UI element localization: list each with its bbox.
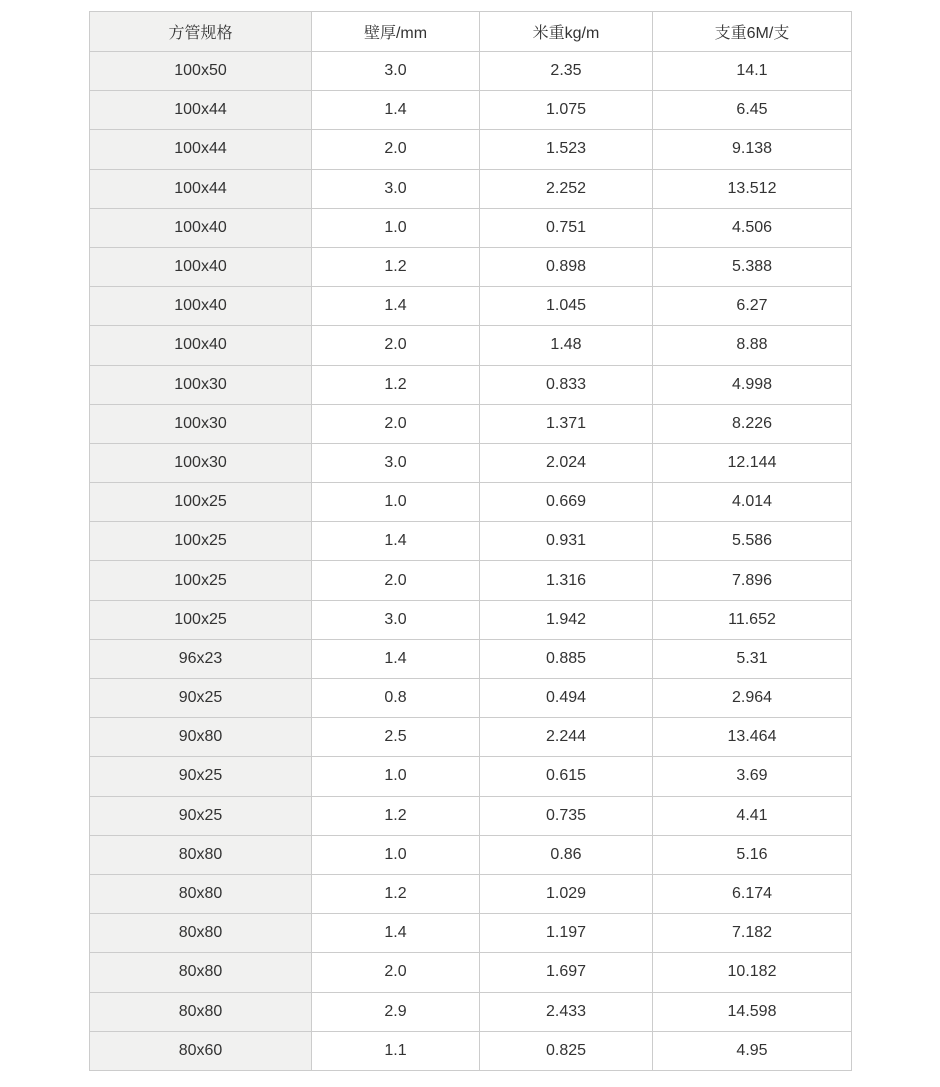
- wall-thickness-cell: 3.0: [312, 169, 480, 208]
- piece-weight-cell: 6.27: [653, 287, 852, 326]
- piece-weight-cell: 5.31: [653, 639, 852, 678]
- wall-thickness-cell: 2.0: [312, 561, 480, 600]
- wall-thickness-cell: 1.2: [312, 247, 480, 286]
- table-header-row: [90, 12, 852, 52]
- spec-cell: 100x25: [90, 561, 312, 600]
- table-row: [90, 600, 852, 639]
- spec-cell: 100x40: [90, 247, 312, 286]
- table-row: [90, 483, 852, 522]
- table-row: [90, 208, 852, 247]
- piece-weight-cell: 7.182: [653, 914, 852, 953]
- piece-weight-cell: 4.014: [653, 483, 852, 522]
- piece-weight-cell: 9.138: [653, 130, 852, 169]
- wall-thickness-cell: 1.0: [312, 835, 480, 874]
- table-row: [90, 914, 852, 953]
- piece-weight-cell: 5.586: [653, 522, 852, 561]
- meter-weight-cell: 1.942: [480, 600, 653, 639]
- wall-thickness-cell: 2.0: [312, 326, 480, 365]
- spec-cell: 80x80: [90, 835, 312, 874]
- table-row: [90, 796, 852, 835]
- piece-weight-cell: 5.388: [653, 247, 852, 286]
- table-row: [90, 522, 852, 561]
- wall-thickness-cell: 2.9: [312, 992, 480, 1031]
- piece-weight-cell: 4.998: [653, 365, 852, 404]
- spec-cell: 100x44: [90, 130, 312, 169]
- piece-weight-cell: 14.1: [653, 52, 852, 91]
- meter-weight-cell: 1.523: [480, 130, 653, 169]
- meter-weight-cell: 0.825: [480, 1031, 653, 1070]
- meter-weight-cell: 1.075: [480, 91, 653, 130]
- spec-cell: 90x25: [90, 757, 312, 796]
- meter-weight-cell: 0.494: [480, 679, 653, 718]
- table-row: [90, 953, 852, 992]
- table-row: [90, 12, 852, 52]
- piece-weight-cell: 4.506: [653, 208, 852, 247]
- meter-weight-cell: 2.35: [480, 52, 653, 91]
- table-body: [90, 52, 852, 1071]
- spec-cell: 80x80: [90, 992, 312, 1031]
- piece-weight-cell: 3.69: [653, 757, 852, 796]
- piece-weight-cell: 5.16: [653, 835, 852, 874]
- piece-weight-cell: 13.512: [653, 169, 852, 208]
- spec-table-container: [89, 11, 851, 1071]
- wall-thickness-cell: 2.0: [312, 130, 480, 169]
- wall-thickness-cell: 1.0: [312, 483, 480, 522]
- wall-thickness-cell: 1.0: [312, 757, 480, 796]
- table-row: [90, 365, 852, 404]
- meter-weight-cell: 2.244: [480, 718, 653, 757]
- wall-thickness-cell: 3.0: [312, 600, 480, 639]
- table-row: [90, 247, 852, 286]
- table-row: [90, 718, 852, 757]
- meter-weight-cell: 1.697: [480, 953, 653, 992]
- wall-thickness-cell: 2.0: [312, 953, 480, 992]
- meter-weight-cell: 0.885: [480, 639, 653, 678]
- piece-weight-cell: 4.41: [653, 796, 852, 835]
- meter-weight-cell: 0.735: [480, 796, 653, 835]
- piece-weight-cell: 6.45: [653, 91, 852, 130]
- piece-weight-cell: 8.88: [653, 326, 852, 365]
- meter-weight-cell: 0.615: [480, 757, 653, 796]
- piece-weight-cell: 4.95: [653, 1031, 852, 1070]
- spec-cell: 100x44: [90, 91, 312, 130]
- meter-weight-cell: 0.86: [480, 835, 653, 874]
- wall-thickness-cell: 1.2: [312, 796, 480, 835]
- table-row: [90, 91, 852, 130]
- meter-weight-cell: 0.669: [480, 483, 653, 522]
- meter-weight-cell: 1.316: [480, 561, 653, 600]
- wall-thickness-cell: 1.4: [312, 639, 480, 678]
- spec-cell: 100x25: [90, 600, 312, 639]
- spec-cell: 80x80: [90, 874, 312, 913]
- table-row: [90, 757, 852, 796]
- table-row: [90, 52, 852, 91]
- wall-thickness-cell: 1.1: [312, 1031, 480, 1070]
- spec-cell: 80x80: [90, 914, 312, 953]
- spec-cell: 100x50: [90, 52, 312, 91]
- meter-weight-cell: 2.252: [480, 169, 653, 208]
- table-row: [90, 679, 852, 718]
- column-header: 米重kg/m: [480, 12, 653, 52]
- spec-cell: 100x40: [90, 287, 312, 326]
- wall-thickness-cell: 2.5: [312, 718, 480, 757]
- table-row: [90, 561, 852, 600]
- spec-cell: 100x25: [90, 483, 312, 522]
- wall-thickness-cell: 1.4: [312, 91, 480, 130]
- table-row: [90, 169, 852, 208]
- piece-weight-cell: 14.598: [653, 992, 852, 1031]
- meter-weight-cell: 0.931: [480, 522, 653, 561]
- meter-weight-cell: 2.024: [480, 443, 653, 482]
- spec-cell: 100x40: [90, 208, 312, 247]
- spec-cell: 90x80: [90, 718, 312, 757]
- table-row: [90, 130, 852, 169]
- wall-thickness-cell: 1.4: [312, 522, 480, 561]
- wall-thickness-cell: 3.0: [312, 52, 480, 91]
- piece-weight-cell: 6.174: [653, 874, 852, 913]
- piece-weight-cell: 10.182: [653, 953, 852, 992]
- meter-weight-cell: 1.045: [480, 287, 653, 326]
- spec-cell: 100x30: [90, 443, 312, 482]
- spec-cell: 100x25: [90, 522, 312, 561]
- column-header: 壁厚/mm: [312, 12, 480, 52]
- meter-weight-cell: 1.197: [480, 914, 653, 953]
- wall-thickness-cell: 1.2: [312, 365, 480, 404]
- piece-weight-cell: 7.896: [653, 561, 852, 600]
- spec-cell: 100x30: [90, 365, 312, 404]
- column-header: 方管规格: [90, 12, 312, 52]
- piece-weight-cell: 12.144: [653, 443, 852, 482]
- table-row: [90, 992, 852, 1031]
- spec-cell: 80x60: [90, 1031, 312, 1070]
- piece-weight-cell: 8.226: [653, 404, 852, 443]
- table-row: [90, 443, 852, 482]
- spec-cell: 90x25: [90, 796, 312, 835]
- table-row: [90, 404, 852, 443]
- column-header: 支重6M/支: [653, 12, 852, 52]
- piece-weight-cell: 13.464: [653, 718, 852, 757]
- meter-weight-cell: 0.833: [480, 365, 653, 404]
- meter-weight-cell: 2.433: [480, 992, 653, 1031]
- table-row: [90, 287, 852, 326]
- wall-thickness-cell: 3.0: [312, 443, 480, 482]
- meter-weight-cell: 1.029: [480, 874, 653, 913]
- square-tube-spec-table: [89, 11, 852, 1071]
- spec-cell: 100x44: [90, 169, 312, 208]
- table-row: [90, 835, 852, 874]
- table-row: [90, 326, 852, 365]
- piece-weight-cell: 11.652: [653, 600, 852, 639]
- table-row: [90, 639, 852, 678]
- spec-cell: 90x25: [90, 679, 312, 718]
- meter-weight-cell: 0.898: [480, 247, 653, 286]
- meter-weight-cell: 1.371: [480, 404, 653, 443]
- table-row: [90, 1031, 852, 1070]
- spec-cell: 100x40: [90, 326, 312, 365]
- wall-thickness-cell: 1.4: [312, 914, 480, 953]
- meter-weight-cell: 0.751: [480, 208, 653, 247]
- spec-cell: 100x30: [90, 404, 312, 443]
- spec-cell: 96x23: [90, 639, 312, 678]
- wall-thickness-cell: 1.0: [312, 208, 480, 247]
- meter-weight-cell: 1.48: [480, 326, 653, 365]
- piece-weight-cell: 2.964: [653, 679, 852, 718]
- wall-thickness-cell: 1.4: [312, 287, 480, 326]
- wall-thickness-cell: 1.2: [312, 874, 480, 913]
- wall-thickness-cell: 0.8: [312, 679, 480, 718]
- wall-thickness-cell: 2.0: [312, 404, 480, 443]
- spec-cell: 80x80: [90, 953, 312, 992]
- table-row: [90, 874, 852, 913]
